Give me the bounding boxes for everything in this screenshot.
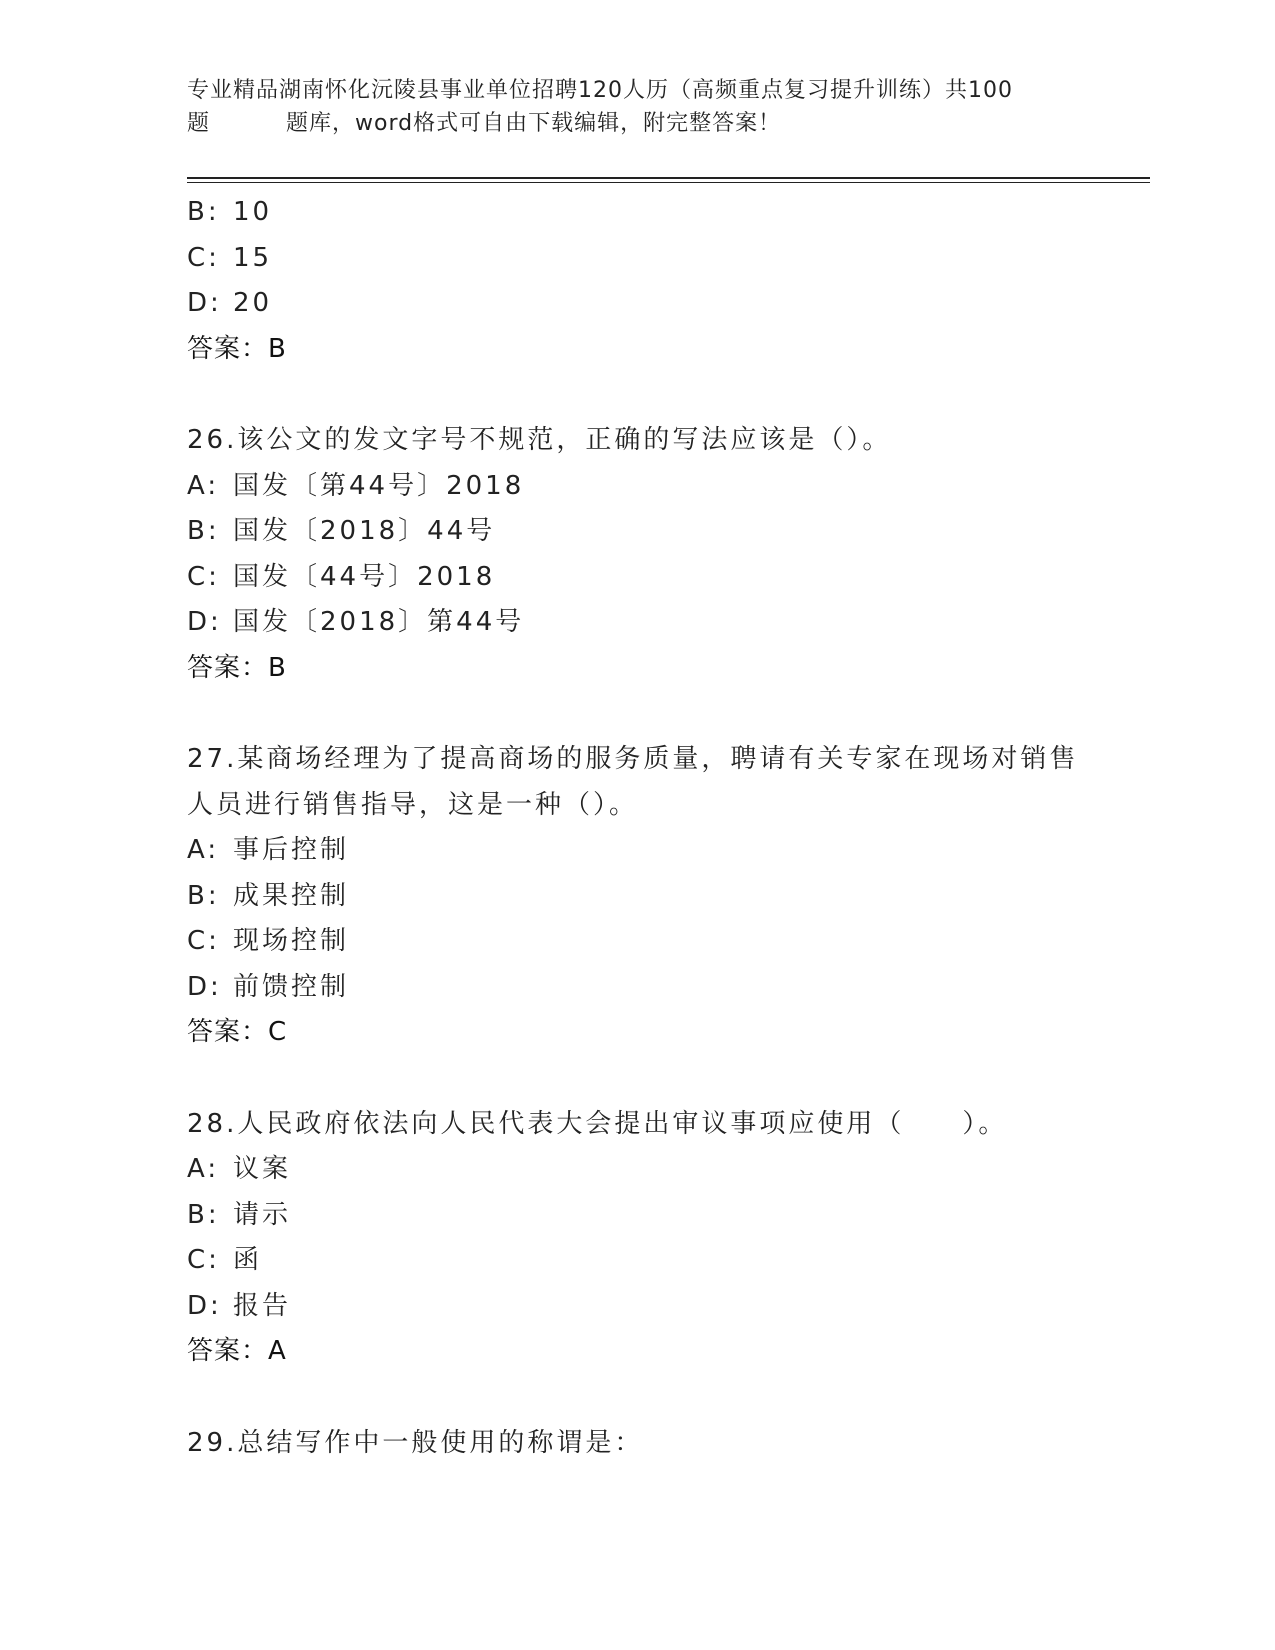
option-c: C: 国发〔44号〕2018	[187, 561, 496, 592]
prev-question-options	[187, 190, 1087, 327]
option-b: B: 请示	[187, 1199, 292, 1230]
option-a: A: 国发〔第44号〕2018	[187, 470, 525, 501]
header-divider-thin	[187, 182, 1150, 183]
question-stem: 26.该公文的发文字号不规范，正确的写法应该是（）。	[187, 425, 892, 455]
question-stem: 29.总结写作中一般使用的称谓是：	[187, 1427, 644, 1458]
option-d: D: 国发〔2018〕第44号	[187, 607, 525, 637]
option-b: B: 10	[187, 197, 273, 227]
question-26	[187, 418, 1087, 691]
answer-line: 答案：B	[187, 333, 287, 364]
question-27	[187, 737, 1087, 1056]
option-b: B: 成果控制	[187, 880, 350, 911]
question-list	[187, 190, 1087, 1466]
answer-line: 答案：B	[187, 652, 287, 683]
option-b: B: 国发〔2018〕44号	[187, 516, 496, 546]
option-a: A: 事后控制	[187, 835, 350, 865]
question-stem-line1: 27.某商场经理为了提高商场的服务质量，聘请有关专家在现场对销售	[187, 744, 1079, 774]
option-d: D: 20	[187, 288, 273, 318]
question-28	[187, 1102, 1087, 1375]
header-divider-thick	[187, 177, 1150, 179]
option-c: C: 函	[187, 1245, 263, 1275]
question-29	[187, 1421, 1087, 1467]
header-title-line1: 专业精品湖南怀化沅陵县事业单位招聘120人历（高频重点复习提升训练）共100	[187, 78, 1013, 103]
option-c: C: 现场控制	[187, 926, 350, 956]
question-stem: 28.人民政府依法向人民代表大会提出审议事项应使用（ ）。	[187, 1108, 1008, 1139]
document-header	[187, 74, 1087, 140]
option-c: C: 15	[187, 242, 273, 273]
header-title-line2	[187, 107, 1087, 140]
answer-line: 答案：A	[187, 1336, 287, 1366]
header-title-line2-left: 题	[187, 111, 211, 136]
question-stem-line2: 人员进行销售指导，这是一种（）。	[187, 789, 639, 820]
option-d: D: 报告	[187, 1290, 292, 1321]
option-d: D: 前馈控制	[187, 971, 350, 1002]
option-a: A: 议案	[187, 1154, 292, 1184]
answer-line: 答案：C	[187, 1017, 288, 1047]
header-title-line2-right: 题库，word格式可自由下载编辑，附完整答案！	[286, 111, 782, 136]
